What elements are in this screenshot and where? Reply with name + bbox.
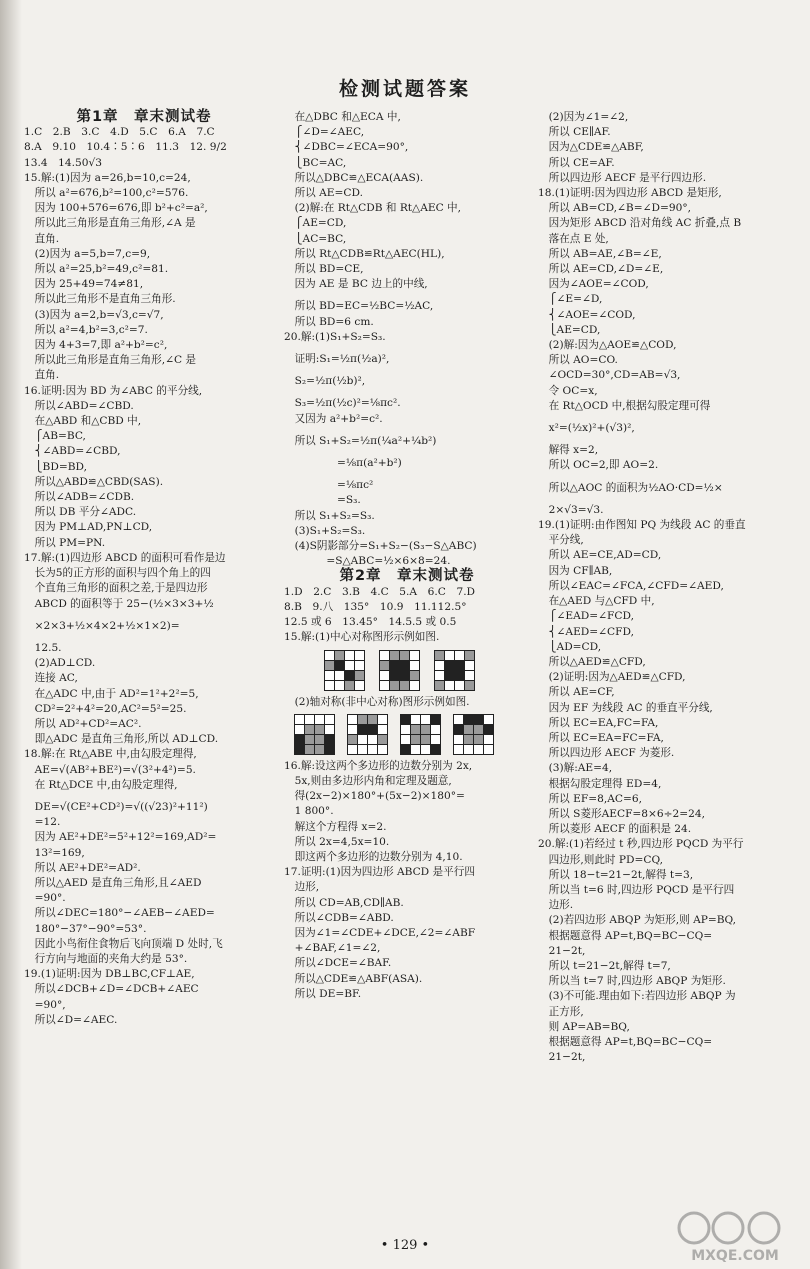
answer-line: 所以△ABD≌△CBD(SAS). [24,475,164,488]
answer-line: 所以 AO=CO. [538,354,618,367]
answer-line: (2)解:在 Rt△CDB 和 Rt△AEC 中, [284,202,462,215]
answer-line: (4)S阴影部分=S₁+S₂−(S₃−S△ABC) [284,540,477,553]
symmetry-grid [347,714,388,755]
answer-line: 12.5. [24,641,62,654]
answer-line: 所以 a²=4,b²=3,c²=7. [24,323,148,336]
answer-line: 正方形, [538,1005,584,1018]
column-middle [284,110,530,1002]
answer-line: 又因为 a²+b²=c². [284,412,383,425]
answer-line: 所以此三角形不是直角三角形. [24,293,176,306]
answer-line: 因为 4+3=7,即 a²+b²=c², [24,339,168,352]
answer-line: 1 800°. [284,805,334,818]
answer-line: 边形. [538,899,574,912]
answer-line: 所以 S₁+S₂=S₃. [284,509,375,522]
answer-line: ⎨∠ABD=∠CBD, [24,445,121,458]
answer-line: 即△ADC 是直角三角形,所以 AD⊥CD. [24,733,219,746]
answer-line: S₂=½π(½b)², [284,375,366,388]
answer-line: 根据题意得 AP=t,BQ=BC−CQ= [538,1035,713,1048]
answer-line: 证明:S₁=½π(½a)², [284,353,390,366]
answer-line: 所以 CE=AF. [538,156,615,169]
answer-line: ⎩BD=BD, [24,460,87,473]
answer-line: (2)解:因为△AOE≌△COD, [538,339,677,352]
answer-line: 所以 CD=AB,CD∥AB. [284,896,404,909]
answer-line: 所以 AE²+DE²=AD². [24,861,141,874]
answer-line: ⎩AC=BC, [284,232,347,245]
chapter-2-answers-cont [284,759,530,1002]
symmetry-grid [294,714,335,755]
answer-line: 所以此三角形是直角三角形,∠C 是 [24,354,197,367]
answer-line: 13.4 14.50√3 [24,156,102,169]
answer-line: 在△ABD 和△CBD 中, [24,415,142,428]
answer-line: 在 Rt△OCD 中,根据勾股定理可得 [538,399,711,412]
answer-line: 因为 100+576=676,即 b²+c²=a², [24,202,208,215]
answer-line: 所以∠D=∠AEC. [24,1013,118,1026]
answer-line: 所以 CE∥AF. [538,126,611,139]
answer-line: 所以△AED≌△CFD, [538,655,646,668]
symmetry-grid [434,650,475,691]
answer-line: ⎩AE=CD, [538,323,601,336]
answer-line [284,471,530,478]
symmetry-grid [453,714,494,755]
answer-line: =S△ABC=½×6×8=24. [284,555,451,568]
answer-line: 所以 a²=25,b²=49,c²=81. [24,263,169,276]
answer-line: 所以△DBC≌△ECA(AAS). [284,171,424,184]
answer-line: 边形, [284,881,320,894]
answer-line: x²=(½x)²+(√3)², [538,422,635,435]
answer-line: 21−2t, [538,1051,586,1064]
answer-line: 15.解:(1)因为 a=26,b=10,c=24, [24,171,191,184]
answer-line: 17.解:(1)四边形 ABCD 的面积可看作是边 [24,551,226,564]
answer-line: 行方向与地面的夹角大约是 53°. [24,952,188,965]
answer-line: 16.解:设这两个多边形的边数分别为 2x, [284,759,473,772]
answer-line: 所以 AE=CF, [538,686,615,699]
page-number: • 129 • [380,1238,430,1253]
answer-line: 13²=169, [24,846,85,859]
answer-line: 18.解:在 Rt△ABE 中,由勾股定理得, [24,748,197,761]
answer-line: 解这个方程得 x=2. [284,820,387,833]
answer-line: 令 OC=x, [538,384,598,397]
answer-line: S₃=½π(½c)²=⅛πc². [284,397,401,410]
answer-line: 因为 AE 是 BC 边上的中线, [284,278,428,291]
answer-line: 得(2x−2)×180°+(5x−2)×180°= [284,790,465,803]
answer-line: 在△ADC 中,由于 AD²=1²+2²=5, [24,687,199,700]
answer-line: 直角. [24,232,60,245]
answer-line: 因为△CDE≌△ABF, [538,141,644,154]
answer-line: 所以当 t=7 时,四边形 ABQP 为矩形. [538,975,726,988]
symmetry-grid [324,650,365,691]
answer-line: 即这两个多边形的边数分别为 4,10. [284,850,463,863]
answer-line: 所以 EC=EA,FC=FA, [538,716,659,729]
answer-line: 12.5 或 6 13.45° 14.5.5 或 0.5 [284,616,457,629]
answer-line: =⅛π(a²+b²) [284,457,402,470]
answer-line: 因为矩形 ABCD 沿对角线 AC 折叠,点 B [538,217,742,230]
answer-line [24,634,264,641]
answer-line: 因为 CF∥AB, [538,564,613,577]
answer-line: 连接 AC, [24,672,78,685]
answer-line: 所以 DE=BF. [284,987,362,1000]
answer-line: 根据题意得 AP=t,BQ=BC−CQ= [538,929,713,942]
answer-line: 8.A 9.10 10.4∶5∶6 11.3 12. 9/2 [24,141,227,154]
answer-line: 16.证明:因为 BD 为∠ABC 的平分线, [24,384,203,397]
answer-line: 19.(1)证明:因为 DB⊥BC,CF⊥AE, [24,968,195,981]
answer-line: 所以 S菱形AECF=8×6÷2=24, [538,807,706,820]
answer-line: 所以△CDE≌△ABF(ASA). [284,972,423,985]
answer-line: 所以 EC=EA=FC=FA, [538,731,664,744]
page-title: 检测试题答案 [338,78,471,100]
answer-line: 所以 AD²+CD²=AC². [24,717,142,730]
answer-line: =90°, [24,998,66,1011]
answer-line: 15.解:(1)中心对称图形示例如图. [284,631,440,644]
answer-line: (3)S₁+S₂=S₃. [284,524,366,537]
answer-line: 19.(1)证明:由作图知 PQ 为线段 AC 的垂直 [538,519,746,532]
answer-line: (2)因为 a=5,b=7,c=9, [24,247,151,260]
answer-line: 2×√3=√3. [538,503,604,516]
answer-line: 21−2t, [538,944,586,957]
answer-line: 所以∠ABD=∠CBD. [24,399,134,412]
column-right [538,110,794,1065]
answer-line: 所以 BD=6 cm. [284,315,374,328]
answer-line: 所以四边形 AECF 为菱形. [538,747,675,760]
answer-line: =S₃. [284,494,361,507]
answer-line: (2)证明:因为△AED≌△CFD, [538,671,686,684]
chapter-1-answers [24,125,264,1028]
answer-line: 因为∠AOE=∠COD, [538,278,649,291]
central-symmetry-figures [324,650,530,691]
answer-line: ⎨∠AED=∠CFD, [538,625,634,638]
answer-line: 18.(1)证明:因为四边形 ABCD 是矩形, [538,187,722,200]
axis-symmetry-figures [294,714,530,755]
answer-line: 所以 18−t=21−2t,解得 t=3, [538,868,694,881]
answer-line: 因为 25+49=74≠81, [24,278,144,291]
answer-line [538,496,794,503]
answer-line: ⎧∠E=∠D, [538,293,603,306]
answer-line: 因为 AE²+DE²=5²+12²=169,AD²= [24,831,217,844]
chapter-1-heading: 第1章 章末测试卷 [76,109,212,125]
answer-line: 所以菱形 AECF 的面积是 24. [538,823,692,836]
answer-line [538,436,794,443]
answer-line: 17.证明:(1)因为四边形 ABCD 是平行四 [284,866,475,879]
answer-line: 落在点 E 处, [538,232,609,245]
answer-line: ⎨∠DBC=∠ECA=90°, [284,141,409,154]
page-fold-shadow [0,0,22,1269]
answer-line: ⎧∠D=∠AEC, [284,126,365,139]
answer-line: 所以 BD=EC=½BC=½AC, [284,300,434,313]
answer-line [24,793,264,800]
answer-line: 所以 a²=676,b²=100,c²=576. [24,187,189,200]
symmetry-grid [379,650,420,691]
answer-line: 在 Rt△DCE 中,由勾股定理得, [24,778,178,791]
answer-line: ⎩AD=CD, [538,640,602,653]
answer-line: 因此小鸟衔住食物后飞向顶端 D 处时,飞 [24,937,223,950]
answer-line: 所以 DB 平分∠ADC. [24,506,137,519]
answer-line: 所以 2x=4,5x=10. [284,835,390,848]
answer-line: =90°. [24,892,66,905]
answer-line: 20.解:(1)S₁+S₂=S₃. [284,330,386,343]
answer-line: 所以当 t=6 时,四边形 PQCD 是平行四 [538,883,735,896]
answer-line: 因为 PM⊥AD,PN⊥CD, [24,521,153,534]
answer-line: 在△DBC 和△ECA 中, [284,111,401,123]
answer-line: 所以 t=21−2t,解得 t=7, [538,959,671,972]
answer-line: 所以 AB=CD,∠B=∠D=90°, [538,202,691,215]
answer-line: (2)AD⊥CD. [24,657,96,670]
answer-line: 所以△AOC 的面积为½AO·CD=½× [538,481,723,494]
answer-line: =⅛πc² [284,479,374,492]
answer-line: 所以∠DEC=180°−∠AEB−∠AED= [24,907,215,920]
answer-line: +∠BAF,∠1=∠2, [284,942,381,955]
answer-line: 5x,则由多边形内角和定理及题意, [284,774,452,787]
answer-line: 个直角三角形的面积之差,于是四边形 [24,582,208,595]
answer-line: ⎨∠AOE=∠COD, [538,308,636,321]
answer-line: 1.D 2.C 3.B 4.C 5.A 6.C 7.D [284,585,476,598]
symmetry-grid [400,714,441,755]
answer-line: 所以∠DCE=∠BAF. [284,957,392,970]
answer-line: 所以∠CDB=∠ABD. [284,911,394,924]
answer-line [284,345,530,352]
answer-line: 直角. [24,369,60,382]
answer-line: 长为5的正方形的面积与四个角上的四 [24,567,211,580]
answer-line: (3)解:AE=4, [538,762,613,775]
answer-line: 1.C 2.B 3.C 4.D 5.C 6.A 7.C [24,126,215,139]
answer-line: =12. [24,816,61,829]
chapter-2-answers [284,585,530,646]
answer-line: 平分线, [538,534,584,547]
answer-line [284,449,530,456]
chapter-1-answers-cont [284,110,530,569]
answer-line: 所以 AE=CE,AD=CD, [538,549,662,562]
answer-line: 所以 AB=AE,∠B=∠E, [538,247,662,260]
answer-line: ⎧AE=CD, [284,217,347,230]
answer-line [284,292,530,299]
answer-line [538,414,794,421]
answer-line: ×2×3+½×4×2+½×1×2)= [24,619,180,632]
answer-line: (3)因为 a=2,b=√3,c=√7, [24,308,164,321]
answer-line: (2)因为∠1=∠2, [538,111,629,123]
chapter-2-heading: 第2章 章末测试卷 [339,568,475,585]
answer-line: 所以 S₁+S₂=½π(¼a²+¼b²) [284,434,437,447]
answer-line: 180°−37°−90°=53°. [24,922,147,935]
answer-line: 则 AP=AB=BQ, [538,1020,630,1033]
watermark-text: MXQE.COM [691,1248,779,1264]
answer-line: 所以∠DCB+∠D=∠DCB+∠AEC [24,983,199,996]
answer-line: ABCD 的面积等于 25−(½×3×3+½ [24,597,214,610]
answer-line: 所以 Rt△CDB≌Rt△AEC(HL), [284,247,445,260]
answer-line: 因为∠1=∠CDE+∠DCE,∠2=∠ABF [284,926,476,939]
answer-line: ⎧∠EAD=∠FCD, [538,610,634,623]
answer-line: 在△AED 与△CFD 中, [538,595,655,608]
answer-line: ⎧AB=BC, [24,430,86,443]
answer-line: 所以 EF=8,AC=6, [538,792,642,805]
answer-line: 所以 BD=CE, [284,263,364,276]
answer-line: DE=√(CE²+CD²)=√((√23)²+11²) [24,800,208,813]
answer-line: 解得 x=2, [538,444,599,457]
column-left [24,110,264,1028]
answer-line: 根据勾股定理得 ED=4, [538,777,662,790]
answer-line: 四边形,则此时 PD=CQ, [538,853,664,866]
answer-line [284,389,530,396]
watermark-logo [672,1208,798,1266]
answer-line: 所以 PM=PN. [24,536,106,549]
answer-line [24,612,264,619]
answer-line [538,474,794,481]
answer-line: 因为 EF 为线段 AC 的垂直平分线, [538,701,713,714]
answer-line: (2)若四边形 ABQP 为矩形,则 AP=BQ, [538,914,737,927]
answer-line: 所以∠EAC=∠FCA,∠CFD=∠AED, [538,579,724,592]
chapter-2-answers-right [538,110,794,1065]
answer-line [284,427,530,434]
answer-line: 所以 AE=CD,∠D=∠E, [538,263,664,276]
answer-line: 所以四边形 AECF 是平行四边形. [538,171,707,184]
answer-line: 所以此三角形是直角三角形,∠A 是 [24,217,196,230]
answer-line: 所以△AED 是直角三角形,且∠AED [24,876,202,889]
answer-line: CD²=2²+4²=20,AC²=5²=25. [24,702,187,715]
answer-line [284,367,530,374]
answer-line: ∠OCD=30°,CD=AB=√3, [538,369,681,382]
answer-line: 所以∠ADB=∠CDB. [24,491,135,504]
answer-line: 20.解:(1)若经过 t 秒,四边形 PQCD 为平行 [538,838,744,851]
answer-line: (3)不可能.理由如下:若四边形 ABQP 为 [538,990,736,1003]
answer-line: ⎩BC=AC, [284,156,347,169]
answer-line: 所以 AE=CD. [284,187,363,200]
answer-line: 所以 OC=2,即 AO=2. [538,459,659,472]
answer-line: 8.B 9.八 135° 10.9 11.112.5° [284,600,467,613]
answer-line: AE=√(AB²+BE²)=√(3²+4²)=5. [24,763,196,776]
axis-symmetry-caption: (2)轴对称(非中心对称)图形示例如图. [284,695,470,708]
